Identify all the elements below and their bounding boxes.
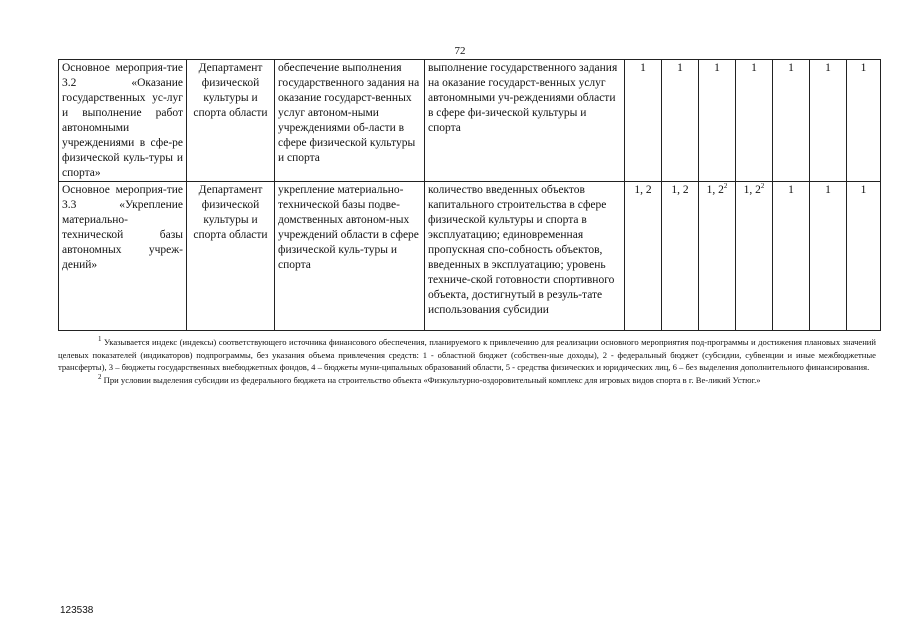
measure-cell: Основное мероприя-тие 3.3 «Укрепление материально-технической базы автономных учреж-дений» <box>59 182 187 331</box>
program-table <box>58 59 881 331</box>
result-cell: обеспечение выполнения государственного задания на оказание государст-венных услуг автоном-ными учреждениями об-ласти в сфере физической культуры и спорта <box>275 60 425 182</box>
footnote-mark: 2 <box>98 372 102 381</box>
measure-cell: Основное мероприя-тие 3.2 «Оказание государственных ус-луг и выполнение работ автономными учреждениями в сфе-ре физической куль-туры и спорта» <box>59 60 187 182</box>
footnote-text: Указывается индекс (индексы) соответствующего источника финансового обеспечения, планируемого к привлечению для реализации основного мероприятия под-программы и достижения плановых значений целевых показателей (индикаторов) подпрограммы, без указания объема привлечения средств: 1 - областной бюджет (собствен-ные доходы), 2 - федеральный бюджет (субсидии, субвенции и иные межбюджетные трансферты), 3 – бюджеты государственных внебюджетных фондов, 4 – бюджеты муни-ципальных образований области, 5 - средства физических и юридических лиц, 6 – без выделения дополнительного финансирования. <box>58 337 876 373</box>
indicator-cell: количество введенных объектов капитального строительства в сфере физической культуры и спорта в эксплуатацию; единовременная пропускная спо-собность объектов, введенных в эксплуатацию; уровень техниче-ской готовности спортивного объекта, достигнутый в резуль-тате использования субсидии <box>425 182 625 331</box>
source-index-cell: 1 <box>847 60 881 182</box>
footnote-text: При условии выделения субсидии из федерального бюджета на строительство объекта «Физкультурно-оздоровительный комплекс для игровых видов спорта в г. Ве-ликий Устюг.» <box>101 374 761 385</box>
source-index-cell: 1, $2^2$ <box>736 182 773 331</box>
indicator-cell: выполнение государственного задания на оказание государст-венных услуг автономными уч-реждениями области в сфере фи-зической культуры и спорта <box>425 60 625 182</box>
source-index-cell: 1 <box>847 182 881 331</box>
document-code: 123538 <box>60 605 94 616</box>
source-index-cell: 1, 2 <box>662 182 699 331</box>
source-index-cell: 1 <box>773 182 810 331</box>
source-index-cell: 1 <box>736 60 773 182</box>
page-number: 72 <box>454 45 466 57</box>
footnotes <box>58 336 876 386</box>
source-index-cell: 1 <box>699 60 736 182</box>
executor-cell: Департамент физической культуры и спорта области <box>187 60 275 182</box>
footnote-mark: 1 <box>98 335 102 344</box>
source-index-cell: 1 <box>810 60 847 182</box>
table-row <box>59 60 881 182</box>
footnote-1 <box>58 336 876 374</box>
footnote-2 <box>58 374 876 387</box>
source-index-cell: 1 <box>625 60 662 182</box>
source-index-cell: 1, $2^2$ <box>699 182 736 331</box>
source-index-cell: 1 <box>662 60 699 182</box>
source-index-cell: 1 <box>810 182 847 331</box>
executor-cell: Департамент физической культуры и спорта области <box>187 182 275 331</box>
table-row <box>59 182 881 331</box>
source-index-cell: 1, 2 <box>625 182 662 331</box>
source-index-cell: 1 <box>773 60 810 182</box>
result-cell: укрепление материально-технической базы подве-домственных автоном-ных учреждений области в сфере физической куль-туры и спорта <box>275 182 425 331</box>
